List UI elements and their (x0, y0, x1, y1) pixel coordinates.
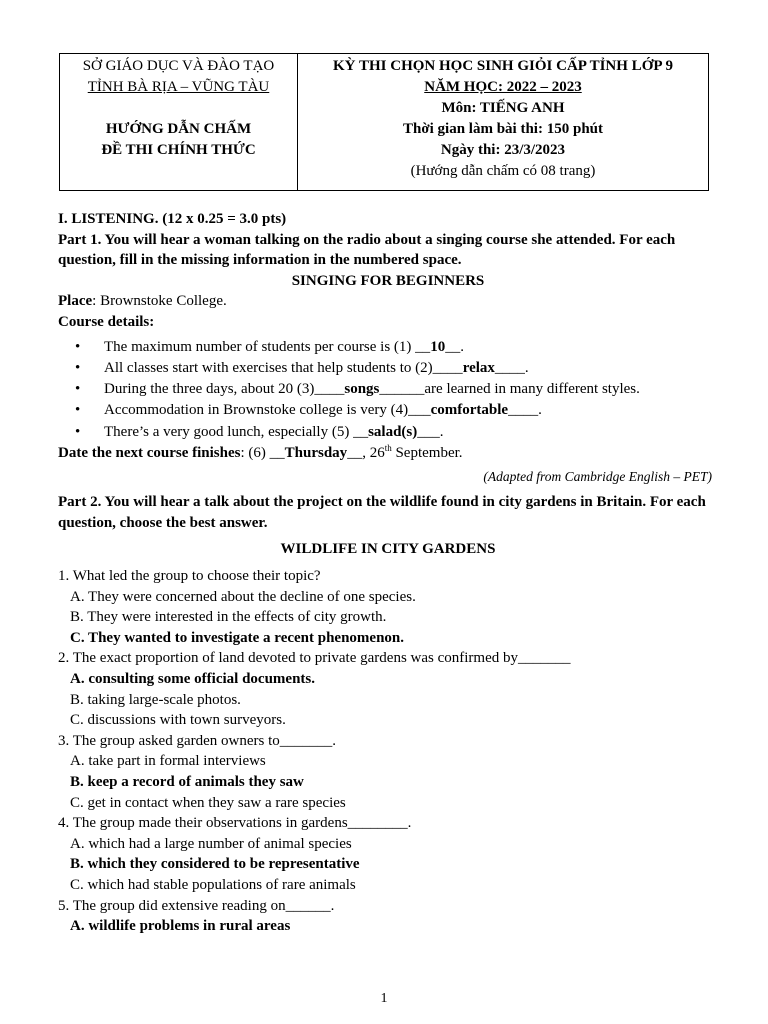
item-text-after: ___. (417, 423, 444, 440)
part2-instruction: Part 2. You will hear a talk about the project on the wildlife found in city gardens in Britain. For each question, choose the best answer. (58, 494, 706, 531)
item-text-after: ____. (494, 359, 529, 376)
course-details-label: Course details: (58, 313, 155, 330)
answer-option: C. get in contact when they saw a rare species (70, 794, 346, 811)
date-post: __, 26 (347, 445, 385, 462)
item-text-after: __. (445, 338, 464, 355)
course-detail-item (58, 400, 718, 421)
question-stem: 4. The group made their observations in gardens________. (58, 815, 412, 832)
correct-option: A. consulting some official documents. (70, 670, 315, 687)
place-value: : Brownstoke College. (92, 293, 227, 310)
date-tail: September. (391, 445, 463, 462)
answer-5: salad(s) (368, 423, 418, 440)
bullet-icon: • (75, 423, 81, 440)
course-detail-item (58, 358, 718, 379)
answer-option: B. They were interested in the effects of city growth. (70, 609, 387, 626)
header-right-cell (297, 54, 708, 191)
answer-option: B. taking large-scale photos. (70, 691, 241, 708)
item-text: Accommodation in Brownstoke college is very (4)___ (104, 402, 431, 419)
exam-title: KỲ THI CHỌN HỌC SINH GIỎI CẤP TỈNH LỚP 9 (333, 58, 673, 74)
bullet-icon: • (75, 381, 81, 398)
header-left-cell (60, 54, 298, 191)
doc-subtitle: ĐỀ THI CHÍNH THỨC (101, 142, 256, 158)
question-stem: 1. What led the group to choose their topic? (58, 568, 321, 585)
answer-3: songs (344, 381, 380, 398)
answer-2: relax (462, 359, 495, 376)
school-year-text: NĂM HỌC: 2022 – 2023 (424, 79, 582, 95)
course-detail-item (58, 337, 718, 358)
answer-option: A. which had a large number of animal species (70, 835, 352, 852)
item-text: During the three days, about 20 (3)____ (104, 381, 345, 398)
next-course-date-line (58, 443, 718, 464)
section-title-listening: I. LISTENING. (12 x 0.25 = 3.0 pts) (58, 211, 287, 227)
header-table (59, 53, 709, 191)
date-sup: th (384, 443, 392, 454)
correct-option: B. which they considered to be representative (70, 856, 360, 873)
answer-option: C. discussions with town surveyors. (70, 712, 286, 729)
bullet-icon: • (75, 338, 81, 355)
school-year (300, 77, 706, 98)
course-detail-item (58, 379, 718, 400)
date-label: Date the next course finishes (58, 445, 241, 462)
bullet-icon: • (75, 402, 81, 419)
place-label: Place (58, 293, 93, 310)
question-stem: 2. The exact proportion of land devoted to private gardens was confirmed by_______ (58, 650, 571, 667)
bullet-icon: • (75, 359, 81, 376)
item-text: The maximum number of students per course is (1) __ (104, 338, 431, 355)
duration: Thời gian làm bài thi: 150 phút (402, 121, 603, 137)
question-stem: 3. The group asked garden owners to_______. (58, 732, 336, 749)
correct-option: C. They wanted to investigate a recent phenomenon. (70, 629, 405, 646)
answer-1: 10 (430, 338, 446, 355)
correct-option: A. wildlife problems in rural areas (70, 918, 291, 935)
part1-instruction: Part 1. You will hear a woman talking on the radio about a singing course she attended. For each question, fill in the missing information in the numbered space. (58, 231, 676, 269)
document-page (58, 53, 718, 937)
subject: Môn: TIẾNG ANH (441, 100, 565, 116)
dept-name: SỞ GIÁO DỤC VÀ ĐÀO TẠO (82, 58, 275, 74)
correct-option: B. keep a record of animals they saw (70, 773, 304, 790)
answer-4: comfortable (430, 402, 509, 419)
answer-6: Thursday (284, 445, 348, 462)
item-text: There’s a very good lunch, especially (5) __ (104, 423, 369, 440)
course-details-list (58, 337, 718, 443)
province-name-text: TỈNH BÀ RỊA – VŨNG TÀU (87, 79, 270, 95)
doc-title: HƯỚNG DẪN CHẤM (105, 121, 252, 137)
source-note: (Adapted from Cambridge English – PET) (483, 468, 712, 484)
answer-option: A. take part in formal interviews (70, 753, 266, 770)
answer-option: C. which had stable populations of rare animals (70, 876, 356, 893)
item-text: All classes start with exercises that help students to (2)____ (104, 359, 463, 376)
answer-option: A. They were concerned about the decline of one species. (70, 588, 416, 605)
question-stem: 5. The group did extensive reading on______. (58, 897, 335, 914)
exam-date: Ngày thi: 23/3/2023 (440, 142, 566, 158)
part2-heading: WILDLIFE IN CITY GARDENS (280, 541, 496, 558)
part1-heading: SINGING FOR BEGINNERS (291, 272, 485, 289)
date-pre: : (6) __ (240, 445, 285, 462)
item-text-after: ____. (508, 402, 542, 419)
pages-note: (Hướng dẫn chấm có 08 trang) (410, 163, 596, 179)
page-number: 1 (380, 991, 388, 1006)
item-text-after: ______are learned in many different styles. (379, 381, 640, 398)
question-list (58, 566, 718, 937)
place-line (58, 291, 718, 312)
province-name (62, 77, 295, 98)
course-detail-item (58, 422, 718, 443)
